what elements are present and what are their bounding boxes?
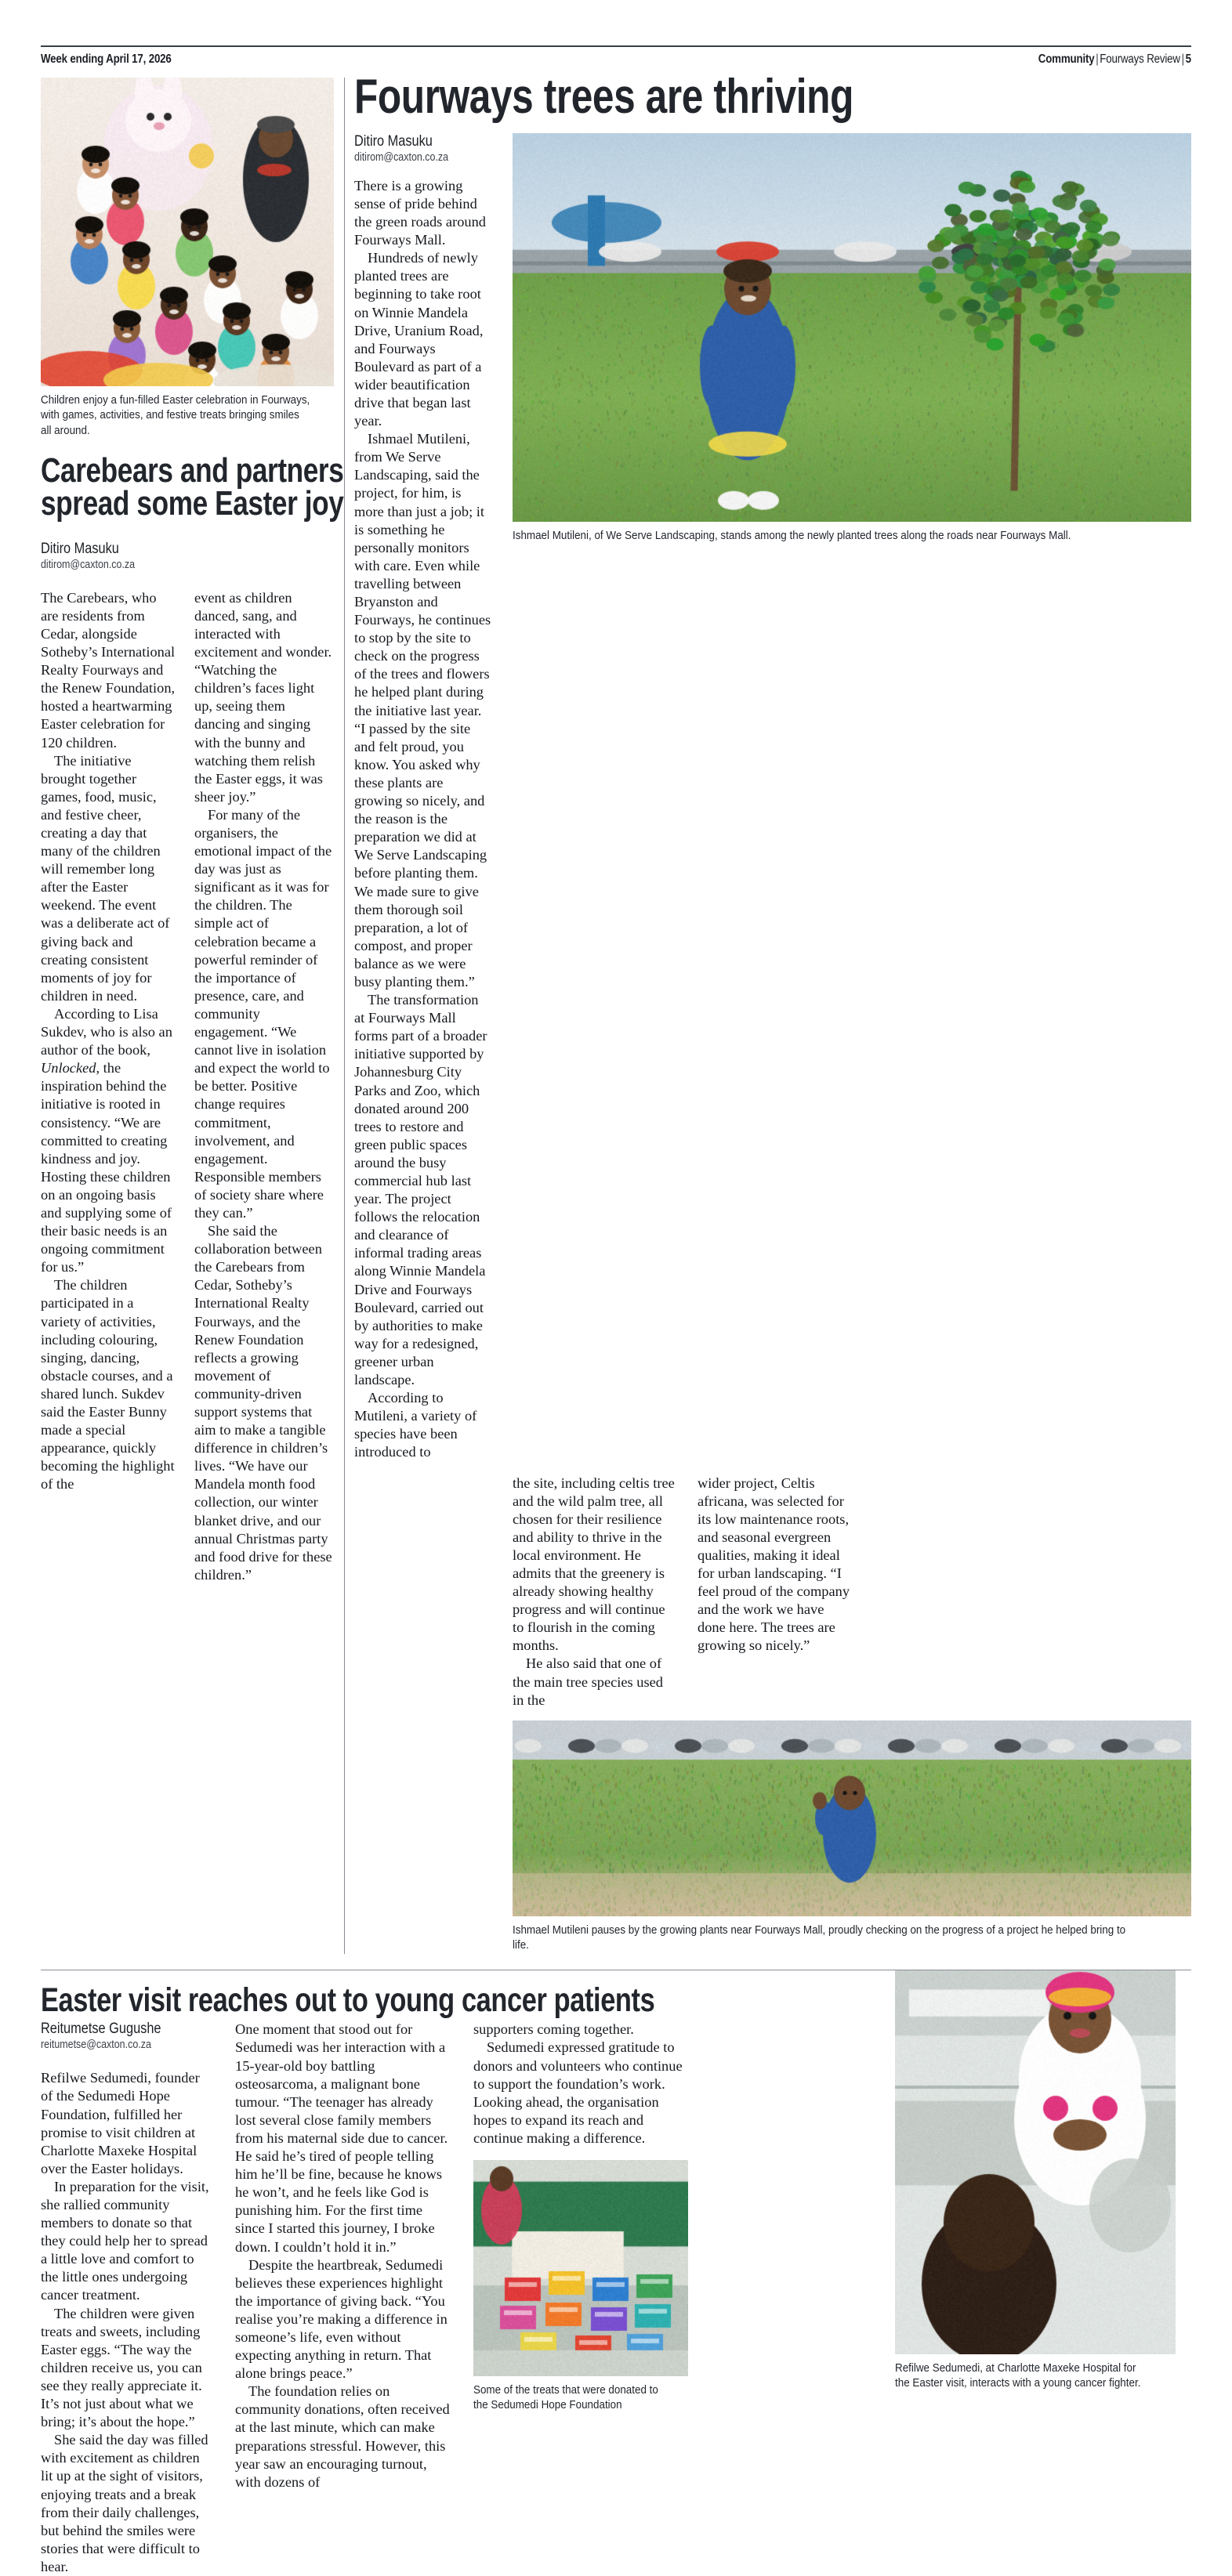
book-title: Unlocked — [41, 1060, 96, 1076]
easter-visit-byline-name: Reitumetse Gugushe — [41, 2021, 161, 2038]
paragraph: The initiative brought together games, food, music, and festive cheer, creating a day that many of the children will remember long after the Easter weekend. The event was a deliberate act of giving back and creating consistent moments of joy for children in need. — [41, 752, 170, 1004]
trees-headline: Fourways trees are thriving — [354, 70, 853, 124]
paragraph: The transformation at Fourways Mall forms part of a broader initiative supported by Johannesburg City Parks and Zoo, which donated around 200 trees to restore and green public spaces around the busy commercial hub last year. The project follows the relocation and clearance of informal trading areas along Winnie Mandela Drive and Fourways Boulevard, carried out by authorities to make way for a redesigned, greener urban landscape. — [354, 992, 487, 1388]
paragraph: Refilwe Sedumedi, founder of the Sedumedi Hope Foundation, fulfilled her promise to visit children at Charlotte Maxeke Hospital over the Easter holidays. — [41, 2070, 200, 2176]
paragraph: Hundreds of newly planted trees are beginning to take root on Winnie Mandela Drive, Uranium Road, and Fourways Boulevard as part of a wider beautification drive that began last year. — [354, 250, 484, 429]
masthead-sep-1: | — [1096, 52, 1099, 66]
paragraph: supporters coming together. — [473, 2021, 634, 2038]
paragraph: wider project, Celtis africana, was selected for its low maintenance roots, and seasonal evergreen qualities, making it ideal for urban landscaping. “I feel proud of the company and the work we have done here. The trees are growing so nicely.” — [698, 1474, 850, 1654]
paragraph: He also said that one of the main tree species used in the — [513, 1655, 664, 1708]
easter-visit-column-1 — [41, 2069, 215, 2576]
paragraph: Ishmael Mutileni, from We Serve Landscaping, said the project, for him, is more than just a job; it is something he personally monitors with care. Even while travelling between Bryanston and Fourways, he continues to stop by the site to check on the progress of the trees and flowers he helped plant during the initiative last year. “I passed by the site and felt proud, you know. You asked why these plants are growing so nicely, and the reason is the preparation we did at We Serve Landscaping before planting them. We made sure to give them thorough soil preparation, a lot of compost, and proper balance as we were busy planting them.” — [354, 431, 491, 990]
paragraph: For many of the organisers, the emotional impact of the day was just as significant as it was for the children. The simple act of celebration became a powerful reminder of the importance of presence, care, and community engagement. “We cannot live in isolation and expect the world to be better. Positive change requires commitment, involvement, and engagement. Responsible members of society share where they can.” — [194, 806, 332, 1221]
easter-visit-col2-wrap — [235, 2021, 453, 2576]
easter-visit-headline: Easter visit reaches out to young cancer patients — [41, 1981, 655, 2019]
easter-visit-byline — [41, 2021, 215, 2052]
article-easter-visit — [41, 1970, 1191, 2576]
paragraph: The children were given treats and sweets, including Easter eggs. “The way the children receive us, you can see they really appreciate it. It’s not just about what we bring; it’s about the hope.” — [41, 2305, 202, 2430]
trees-upper-block — [354, 133, 1191, 1462]
easter-visit-hospital-photo — [895, 1970, 1176, 2354]
trees-photo-block — [513, 133, 1191, 1462]
masthead-publication: Fourways Review — [1100, 52, 1181, 66]
easter-visit-byline-email: reitumetse@caxton.co.za — [41, 2039, 151, 2052]
trees-column-lead — [354, 177, 492, 1462]
trees-byline-email: ditirom@caxton.co.za — [354, 150, 449, 164]
easter-visit-hospital-photo-caption: Refilwe Sedumedi, at Charlotte Maxeke Hospital for the Easter visit, interacts with a young cancer fighter. — [895, 2361, 1141, 2390]
easter-treats-photo-caption: Some of the treats that were donated to the Sedumedi Hope Foundation — [473, 2384, 658, 2412]
carebears-column-2 — [194, 589, 334, 1584]
easter-visit-column-2 — [235, 2021, 453, 2491]
trees-photo-secondary — [513, 1720, 1191, 1916]
paragraph: Despite the heartbreak, Sedumedi believes these experiences highlight the importance of giving back. “You realise you’re making a difference in someone’s life, even without expecting anything in return. That alone brings peace.” — [235, 2256, 448, 2382]
trees-photo-secondary-block — [513, 1720, 1191, 1954]
top-section — [41, 70, 1191, 1954]
paragraph: She said the day was filled with excitement as children lit up at the sight of visitors, enjoying treats and a break from their daily challenges, but behind the smiles were stories that were difficult to hear. — [41, 2432, 208, 2574]
trees-byline-name: Ditiro Masuku — [354, 132, 433, 150]
trees-column-mid — [513, 1474, 677, 1709]
column-divider-1 — [344, 78, 345, 1954]
carebears-byline — [41, 541, 334, 572]
article-carebears — [41, 78, 344, 1954]
paragraph: According to Lisa Sukdev, who is also an author of the book, Unlocked, the inspiration behind the initiative is rooted in consistency. “We are committed to creating kindness and joy. Hosting these children on an ongoing basis and supplying some of their basic needs is an ongoing commitment for us.” — [41, 1005, 172, 1275]
easter-visit-right-photo-wrap — [895, 1970, 1176, 2576]
carebears-columns — [41, 589, 334, 1584]
easter-visit-col3-wrap — [473, 2021, 688, 2576]
newspaper-page — [0, 45, 1232, 2574]
paragraph: The foundation relies on community donations, often received at the last minute, which can make preparations stressful. However, this year saw an encouraging turnout, with dozens of — [235, 2383, 450, 2490]
paragraph: In preparation for the visit, she rallied community members to donate so that they could help her to spread a little love and comfort to the little ones undergoing cancer treatment. — [41, 2178, 209, 2303]
bottom-section — [41, 1970, 1191, 2576]
trees-photo-main — [513, 133, 1191, 522]
carebears-byline-name: Ditiro Masuku — [41, 540, 119, 557]
paragraph: According to Mutileni, a variety of species have been introduced to — [354, 1390, 477, 1460]
easter-treats-photo — [473, 2160, 688, 2376]
trees-photo-main-caption: Ishmael Mutileni, of We Serve Landscaping, stands among the newly planted trees along the roads near Fourways Mall. — [513, 529, 1071, 542]
paragraph: The children participated in a variety of activities, including colouring, singing, dancing, obstacle courses, and a shared lunch. Sukdev said the Easter Bunny made a special appearance, quickly becoming the highlight of the — [41, 1277, 175, 1492]
carebears-headline-line1: Carebears and partners — [41, 451, 344, 490]
carebears-headline — [41, 451, 344, 523]
trees-column-right — [698, 1474, 854, 1709]
carebears-headline-line2: spread some Easter joy — [41, 484, 344, 523]
trees-lower-block — [354, 1474, 1191, 1709]
article-fourways-trees — [354, 70, 1191, 1954]
paragraph: The Carebears, who are residents from Cedar, alongside Sotheby’s International Realty Fourways and the Renew Foundation, hosted a heartwarming Easter celebration for 120 children. — [41, 589, 176, 751]
easter-visit-column-3 — [473, 2021, 688, 2147]
masthead-section: Community — [1038, 52, 1095, 66]
paragraph: She said the collaboration between the Carebears from Cedar, Sotheby’s International Realty Fourways, and the Renew Foundation reflects a growing movement of community-driven support systems that aim to make a tangible difference in children’s lives. “We have our Mandela month food collection, our winter blanket drive, and our annual Christmas party and food drive for these children.” — [194, 1223, 332, 1583]
easter-visit-col1-wrap — [41, 2021, 215, 2576]
paragraph: Sedumedi expressed gratitude to donors and volunteers who continue to support the foundation’s work. Looking ahead, the organisation hopes to expand its reach and continue making a difference. — [473, 2039, 683, 2146]
trees-photo-secondary-caption: Ishmael Mutileni pauses by the growing plants near Fourways Mall, proudly checking on the progress of a project he helped bring to life. — [513, 1923, 1126, 1952]
paragraph: One moment that stood out for Sedumedi was her interaction with a 15-year-old boy battling osteosarcoma, a malignant bone tumour. “The teenager has already lost several close family members from his maternal side due to cancer. He said he’s tired of people telling him he’ll be fine, because he knows he won’t, and he feels like God is punishing him. For the first time since I started this journey, I broke down. I couldn’t hold it in.” — [235, 2021, 448, 2255]
masthead-date: Week ending April 17, 2026 — [41, 52, 172, 66]
masthead-page-number: 5 — [1185, 52, 1191, 66]
paragraph: the site, including celtis tree and the wild palm tree, all chosen for their resilience and ability to thrive in the local environment. He admits that the greenery is already showing healthy progress and will continue to flourish in the coming months. — [513, 1474, 675, 1654]
paragraph: There is a growing sense of pride behind the green roads around Fourways Mall. — [354, 177, 487, 248]
trees-lead-column — [354, 133, 492, 1462]
paragraph: event as children danced, sang, and interacted with excitement and wonder. “Watching the children’s faces light up, seeing them dancing and singing with the bunny and watching them relish the Easter eggs, it was sheer joy.” — [194, 589, 332, 805]
carebears-photo — [41, 78, 334, 386]
masthead-sep-2: | — [1181, 52, 1185, 66]
masthead — [41, 45, 1191, 67]
carebears-photo-caption: Children enjoy a fun-filled Easter celebration in Fourways, with games, activities, and festive treats bringing smiles all around. — [41, 394, 310, 437]
carebears-column-1 — [41, 589, 177, 1584]
carebears-byline-email: ditirom@caxton.co.za — [41, 558, 136, 571]
masthead-section-info — [1038, 52, 1191, 67]
